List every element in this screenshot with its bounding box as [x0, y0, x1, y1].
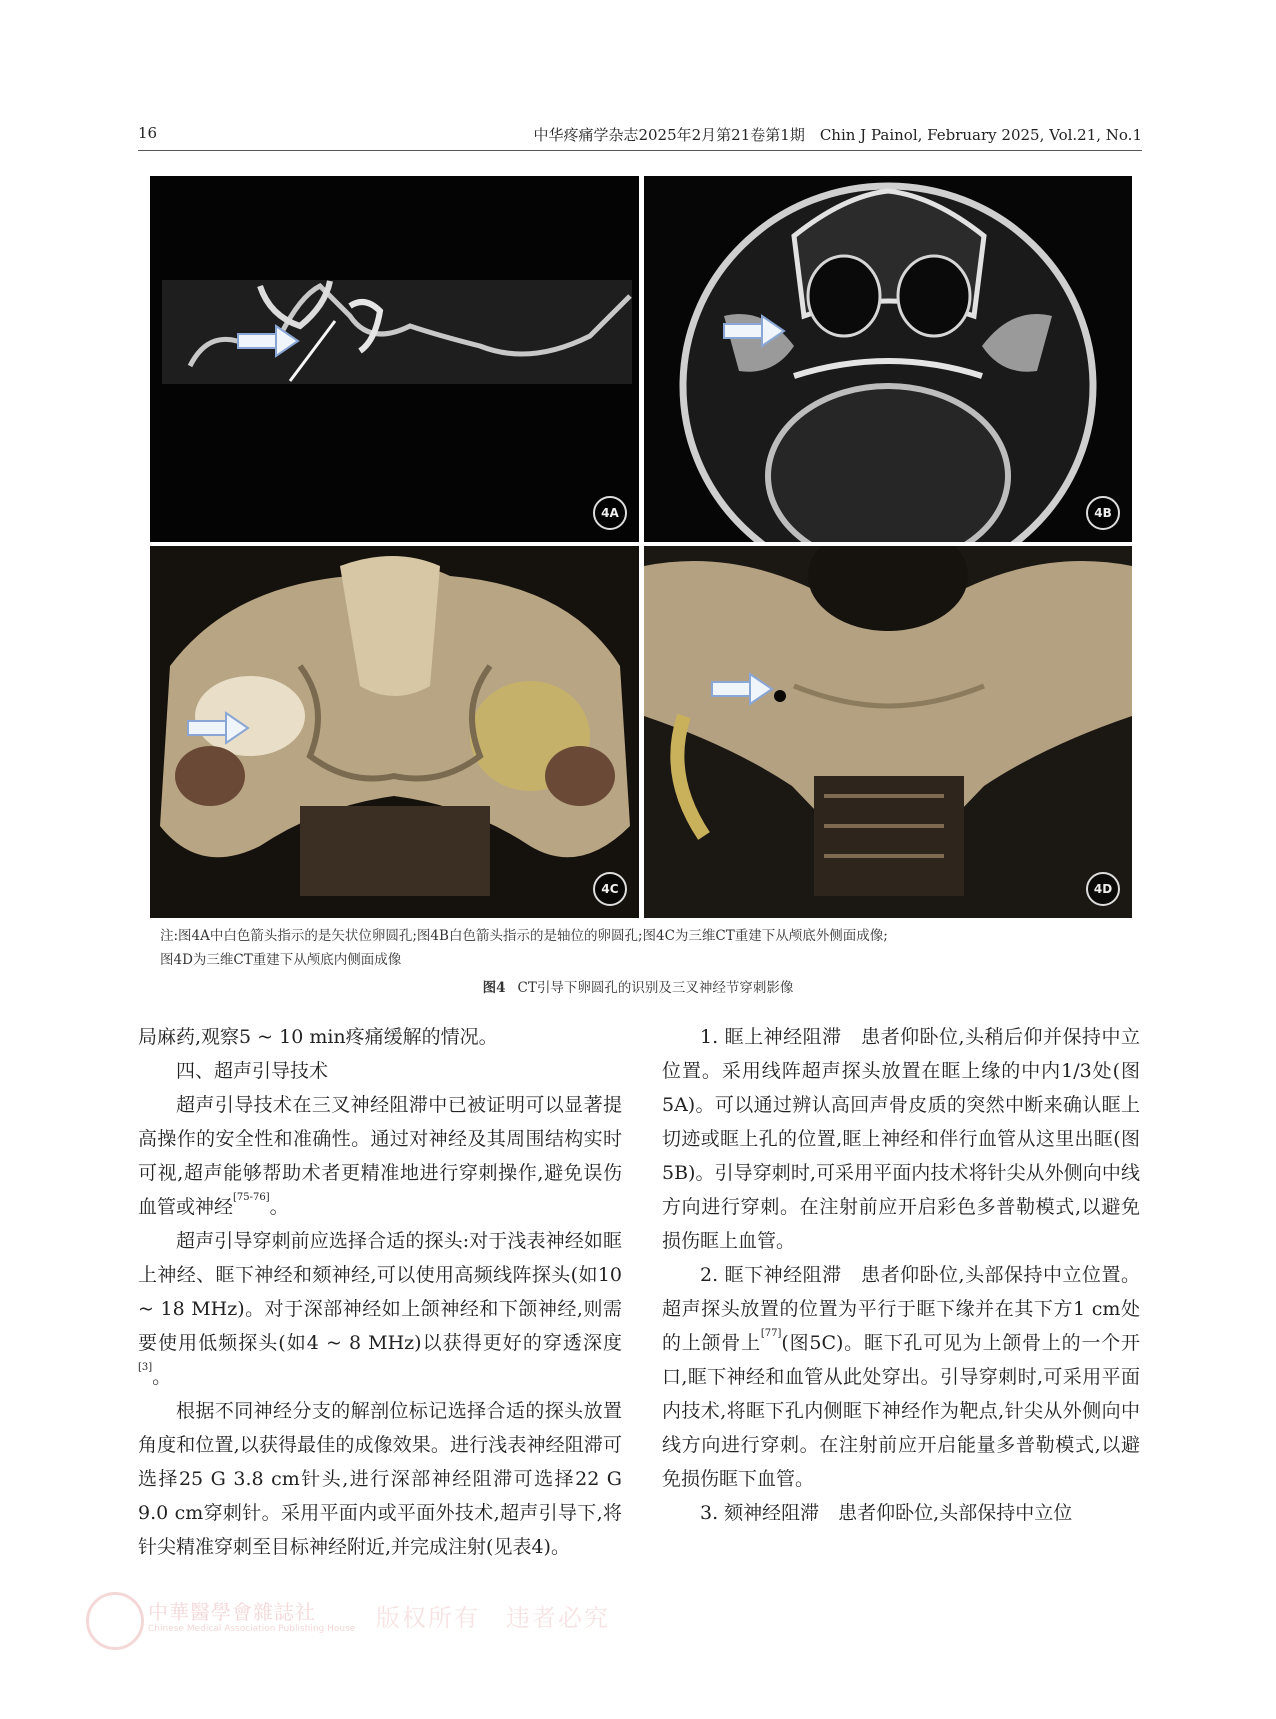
- figure-note-line2: 图4D为三维CT重建下从颅底内侧面成像: [160, 952, 402, 968]
- section-heading: 四、超声引导技术: [176, 1060, 329, 1082]
- paragraph: 3. 颏神经阻滞 患者仰卧位,头部保持中立位: [700, 1502, 1073, 1524]
- publisher-name-en: Chinese Medical Association Publishing House: [148, 1624, 356, 1634]
- publisher-name-cn: 中華醫學會雜誌社: [148, 1600, 316, 1624]
- paragraph: 1. 眶上神经阻滞 患者仰卧位,头稍后仰并保持中立位置。采用线阵超声探头放置在眶上缘的中内1/3处(图5A)。可以通过辨认高回声骨皮质的突然中断来确认眶上切迹或眶上孔的位置,眶上神经和伴行血管从这里出眶(图5B)。引导穿刺时,可采用平面内技术将针尖从外侧向中线方向进行穿刺。在注射前应开启彩色多普勒模式,以避免损伤眶上血管。: [662, 1026, 1140, 1252]
- caption-label: 图4: [482, 980, 506, 996]
- panel-label-4c: 4C: [593, 872, 627, 906]
- panel-4a-image: [150, 176, 639, 542]
- page-number: 16: [138, 124, 158, 142]
- paragraph-continuation: 局麻药,观察5 ~ 10 min疼痛缓解的情况。: [138, 1026, 498, 1048]
- citation: [75-76]: [233, 1192, 270, 1203]
- panel-4d-image: [644, 546, 1132, 918]
- figure-note-line1: 注:图4A中白色箭头指示的是矢状位卵圆孔;图4B白色箭头指示的是轴位的卵圆孔;图4C为三维CT重建下从颅底外侧面成像;: [160, 928, 888, 944]
- panel-4c-image: [150, 546, 639, 918]
- panel-label-4b: 4B: [1086, 496, 1120, 530]
- left-column: [138, 1020, 622, 1564]
- journal-header: 中华疼痛学杂志2025年2月第21卷第1期 Chin J Painol, February 2025, Vol.21, No.1: [533, 126, 1142, 144]
- panel-4a-sagittal-ct: [150, 176, 639, 542]
- right-column: [662, 1020, 1140, 1530]
- paragraph: 超声引导技术在三叉神经阻滞中已被证明可以显著提高操作的安全性和准确性。通过对神经及其周围结构实时可视,超声能够帮助术者更精准地进行穿刺操作,避免误伤血管或神经[75-76]。: [138, 1094, 622, 1218]
- panel-4d-3d-ct: [644, 546, 1132, 918]
- caption-text: CT引导下卵圆孔的识别及三叉神经节穿刺影像: [517, 980, 794, 996]
- citation: [77]: [760, 1328, 782, 1339]
- paragraph: 超声引导穿刺前应选择合适的探头:对于浅表神经如眶上神经、眶下神经和颏神经,可以使用高频线阵探头(如10 ~ 18 MHz)。对于深部神经如上颌神经和下颌神经,则需要使用低频探头(如4 ~ 8 MHz)以获得更好的穿透深度[3]。: [138, 1230, 622, 1388]
- panel-label-4a: 4A: [593, 496, 627, 530]
- copyright-notice: 版权所有 违者必究: [376, 1604, 610, 1632]
- publisher-watermark: [86, 1592, 686, 1648]
- paragraph: 根据不同神经分支的解剖位标记选择合适的探头放置角度和位置,以获得最佳的成像效果。进行浅表神经阻滞可选择25 G 3.8 cm针头,进行深部神经阻滞可选择22 G 9.0 cm穿刺针。采用平面内或平面外技术,超声引导下,将针尖精准穿刺至目标神经附近,并完成注射(见表4)。: [138, 1400, 622, 1558]
- header-rule: [138, 150, 1142, 151]
- panel-4b-axial-ct: [644, 176, 1132, 542]
- figure-caption: [0, 976, 1276, 996]
- panel-label-4d: 4D: [1086, 872, 1120, 906]
- panel-4c-3d-ct: [150, 546, 639, 918]
- figure-4: [150, 176, 1132, 918]
- publisher-seal-icon: [86, 1592, 144, 1650]
- panel-4b-image: [644, 176, 1132, 542]
- citation: [3]: [138, 1362, 153, 1373]
- paragraph: 2. 眶下神经阻滞 患者仰卧位,头部保持中立位置。超声探头放置的位置为平行于眶下缘并在其下方1 cm处的上颌骨上[77](图5C)。眶下孔可见为上颌骨上的一个开口,眶下神经和血管从此处穿出。引导穿刺时,可采用平面内技术,将眶下孔内侧眶下神经作为靶点,针尖从外侧向中线方向进行穿刺。在注射前应开启能量多普勒模式,以避免损伤眶下血管。: [662, 1264, 1140, 1490]
